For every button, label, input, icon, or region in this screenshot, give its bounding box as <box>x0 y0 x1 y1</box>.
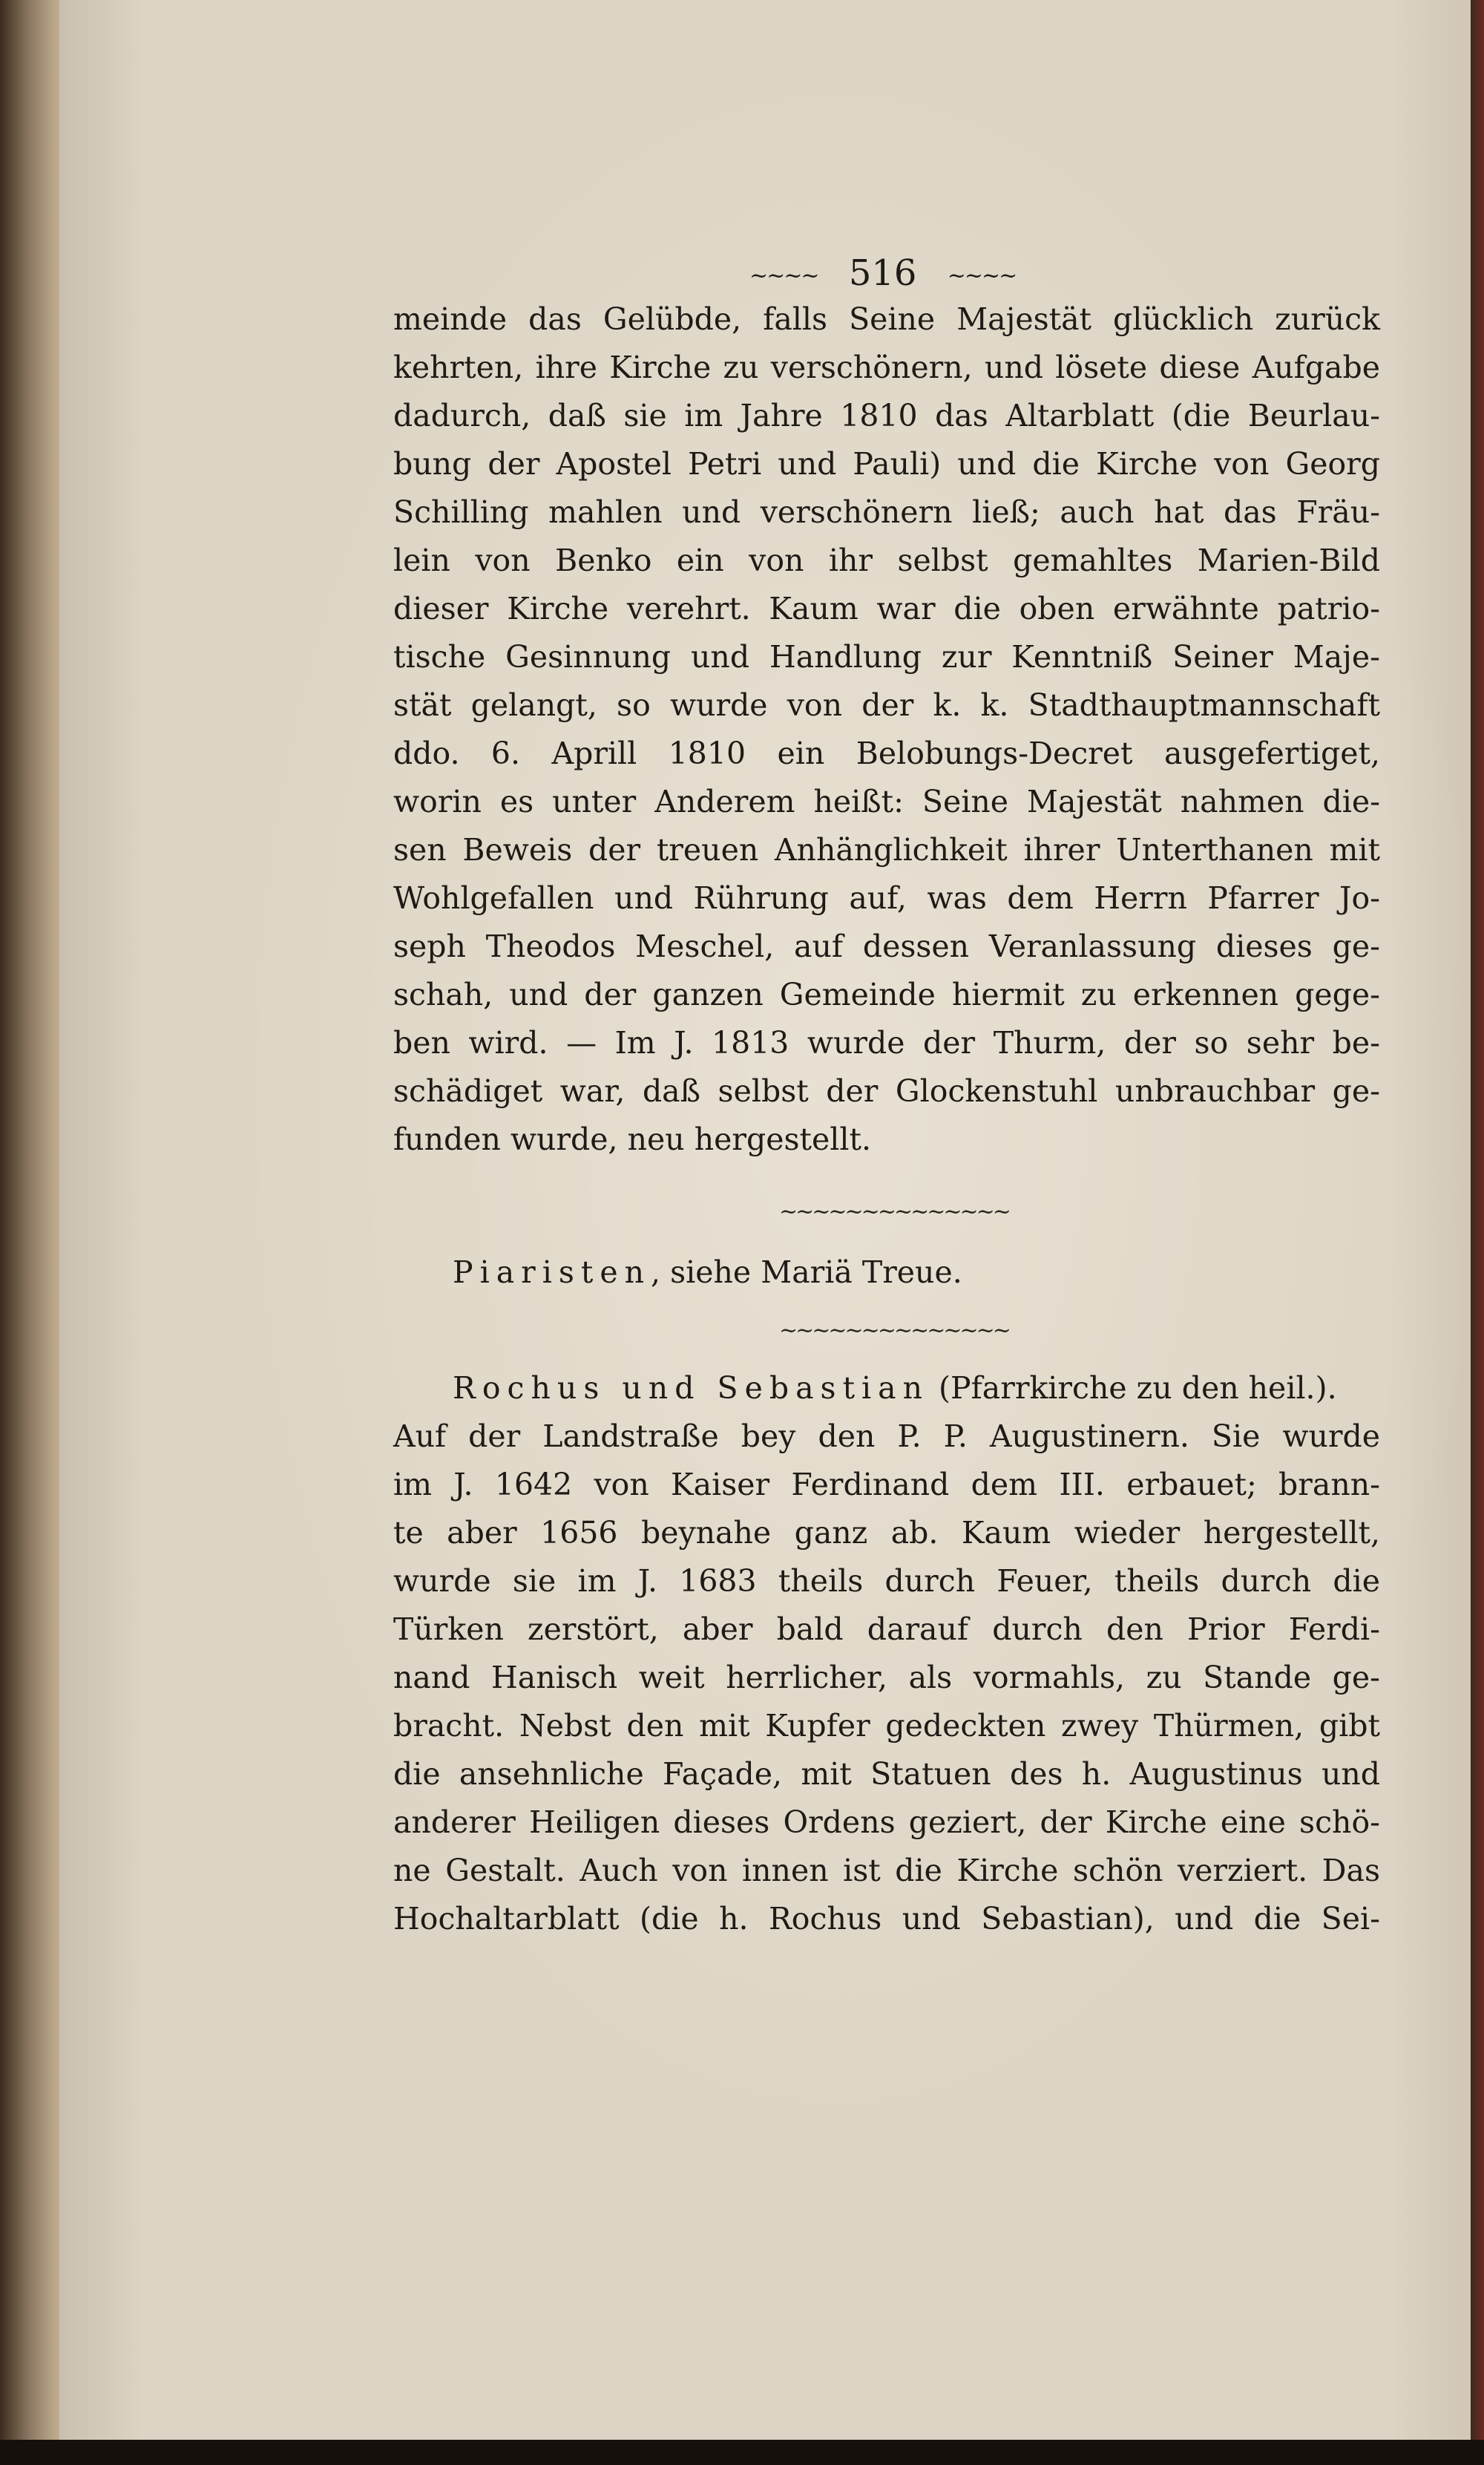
text-line: Auf der Landstraße bey den P. P. Augustinern. Sie wurde <box>393 1418 1380 1454</box>
text-line: te aber 1656 beynahe ganz ab. Kaum wieder hergestellt, <box>393 1515 1380 1551</box>
text-line: schädiget war, daß selbst der Glockenstuhl unbrauchbar ge- <box>393 1073 1380 1109</box>
text-line: kehrten, ihre Kirche zu verschönern, und lösete diese Aufgabe <box>393 350 1380 385</box>
text-line: nand Hanisch weit herrlicher, als vormahls, zu Stande ge- <box>393 1660 1380 1695</box>
text-line: tische Gesinnung und Handlung zur Kenntniß Seiner Maje- <box>393 639 1380 675</box>
text-line: Türken zerstört, aber bald darauf durch den Prior Ferdi- <box>393 1611 1380 1647</box>
section-divider: ~~~~~~~~~~~~~~ <box>779 1199 1009 1225</box>
text-line: dadurch, daß sie im Jahre 1810 das Altarblatt (die Beurlau- <box>393 398 1380 433</box>
page-header <box>749 252 1016 294</box>
text-line: im J. 1642 von Kaiser Ferdinand dem III. erbauet; brann- <box>393 1467 1380 1502</box>
text-line: stät gelangt, so wurde von der k. k. Stadthauptmannschaft <box>393 687 1380 723</box>
text-line: funden wurde, neu hergestellt. <box>393 1122 872 1157</box>
text-line: ben wird. — Im J. 1813 wurde der Thurm, der so sehr be- <box>393 1025 1380 1061</box>
text-line: lein von Benko ein von ihr selbst gemahltes Marien-Bild <box>393 543 1380 578</box>
cross-reference-text: , siehe Mariä Treue. <box>651 1254 962 1290</box>
text-line: Schilling mahlen und verschönern ließ; auch hat das Fräu- <box>393 494 1380 530</box>
entry-heading-line <box>393 1366 1380 1410</box>
text-line: wurde sie im J. 1683 theils durch Feuer, theils durch die <box>393 1563 1380 1599</box>
section-divider: ~~~~~~~~~~~~~~ <box>779 1317 1009 1343</box>
header-ornament-left: ~~~~ <box>749 263 818 289</box>
text-line: bracht. Nebst den mit Kupfer gedeckten zwey Thürmen, gibt <box>393 1708 1380 1744</box>
text-line: ddo. 6. Aprill 1810 ein Belobungs-Decret ausgefertiget, <box>393 736 1380 771</box>
text-line: bung der Apostel Petri und Pauli) und die Kirche von Georg <box>393 446 1380 482</box>
text-line: meinde das Gelübde, falls Seine Majestät glücklich zurück <box>393 301 1380 337</box>
text-line: seph Theodos Meschel, auf dessen Veranlassung dieses ge- <box>393 929 1380 964</box>
text-line: die ansehnliche Façade, mit Statuen des h. Augustinus und <box>393 1756 1380 1792</box>
text-line: sen Beweis der treuen Anhänglichkeit ihrer Unterthanen mit <box>393 832 1380 868</box>
text-line: ne Gestalt. Auch von innen ist die Kirche schön verziert. Das <box>393 1853 1380 1888</box>
binding-edge <box>1471 0 1484 2465</box>
text-line: schah, und der ganzen Gemeinde hiermit zu erkennen gege- <box>393 977 1380 1012</box>
text-line: Hochaltarblatt (die h. Rochus und Sebastian), und die Sei- <box>393 1901 1380 1937</box>
cross-reference-entry <box>453 1254 962 1290</box>
cross-reference-title: Piaristen <box>453 1254 651 1290</box>
scan-border <box>0 2440 1484 2465</box>
text-line: worin es unter Anderem heißt: Seine Majestät nahmen die- <box>393 784 1380 819</box>
text-line: dieser Kirche verehrt. Kaum war die oben erwähnte patrio- <box>393 591 1380 626</box>
entry-title-rest: (Pfarrkirche zu den heil.). <box>929 1370 1337 1406</box>
text-line: anderer Heiligen dieses Ordens geziert, der Kirche eine schö- <box>393 1804 1380 1840</box>
page-number: 516 <box>848 252 917 294</box>
header-ornament-right: ~~~~ <box>947 263 1017 289</box>
entry-title: Rochus und Sebastian <box>453 1370 930 1406</box>
text-line: Wohlgefallen und Rührung auf, was dem Herrn Pfarrer Jo- <box>393 880 1380 916</box>
